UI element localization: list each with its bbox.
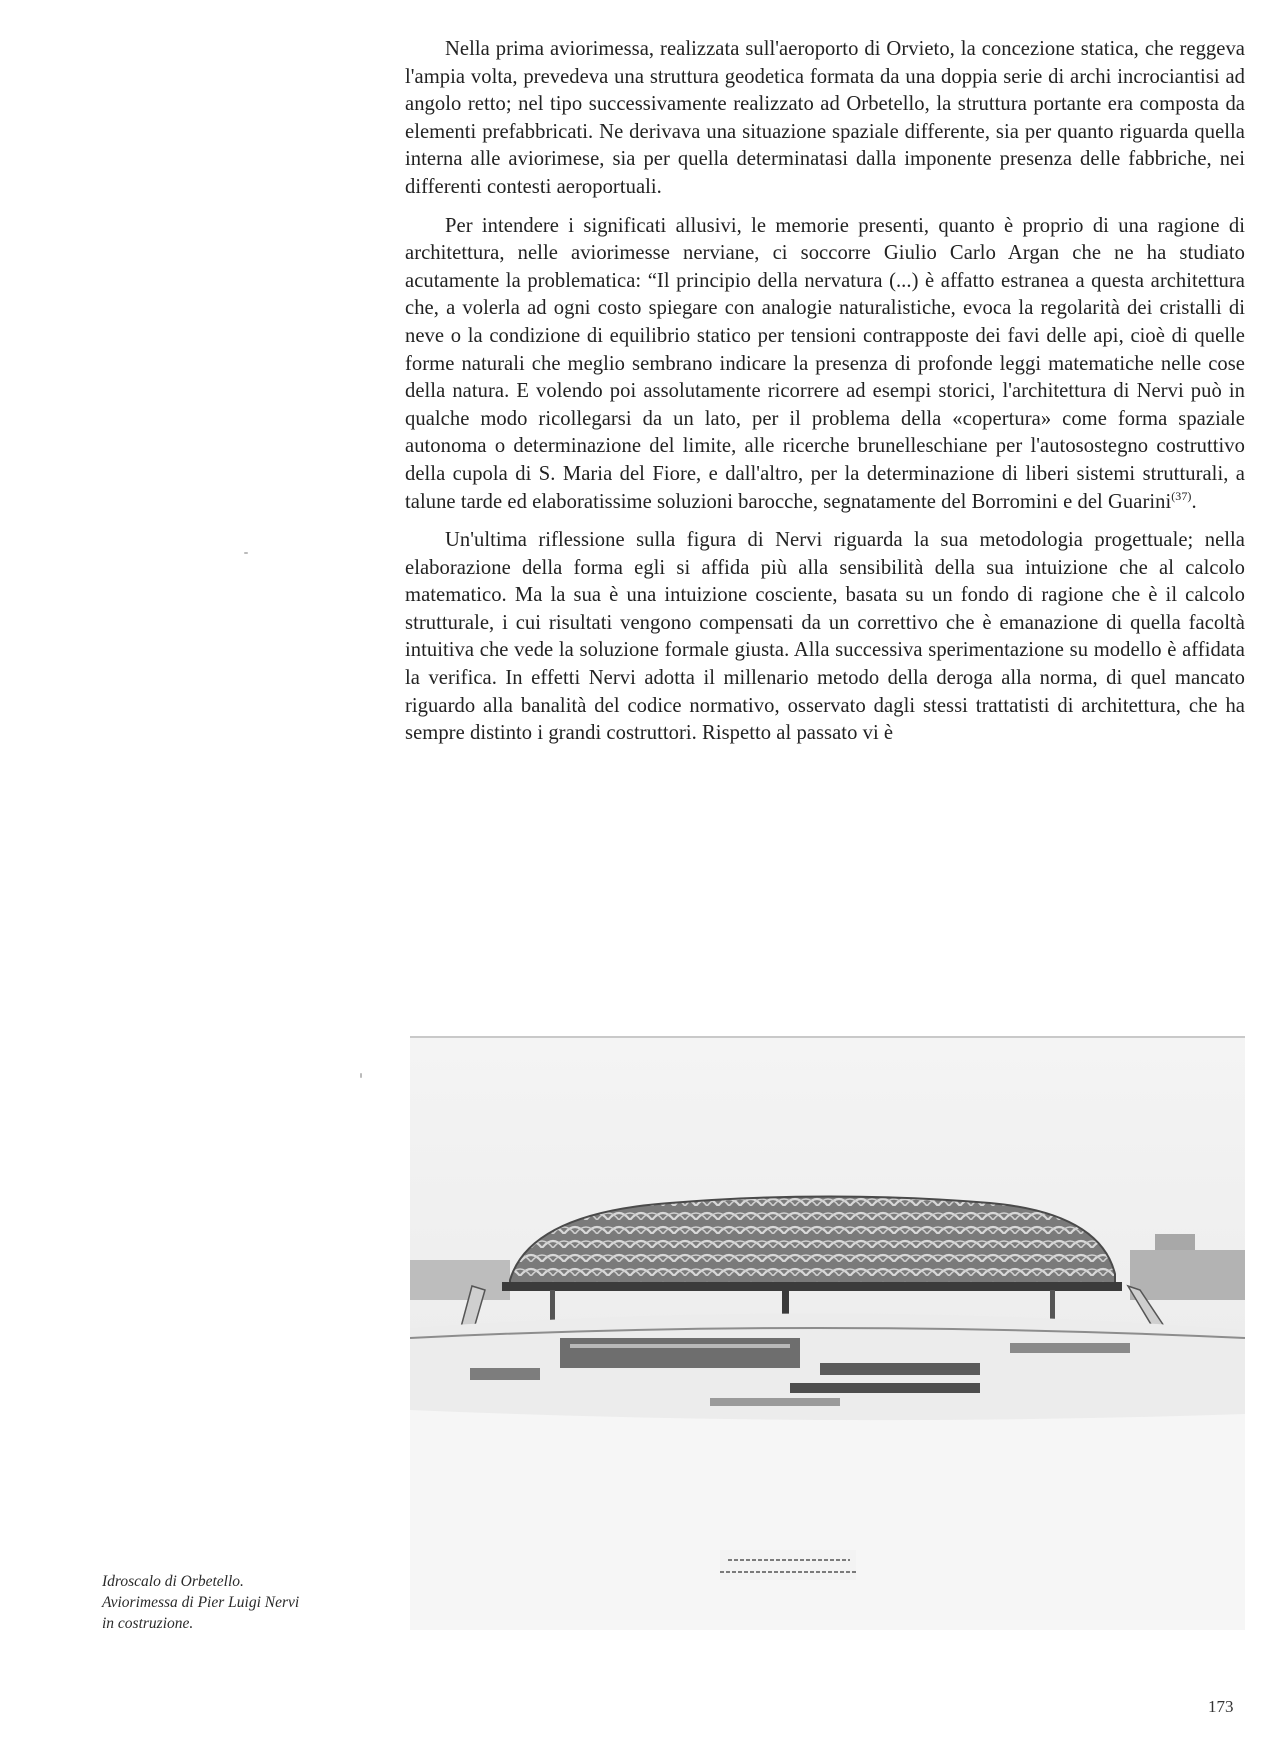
caption-line-2: Aviorimessa di Pier Luigi Nervi [102,1594,300,1611]
caption-line-3: in costruzione. [102,1615,194,1632]
page-number: 173 [1208,1697,1234,1716]
hangar-photo [410,1036,1245,1630]
body-text [405,36,1245,759]
scan-speck [244,552,248,554]
scan-speck [360,1073,362,1078]
caption-line-1: Idroscalo di Orbetello. [102,1573,244,1590]
paragraph-2-text: Per intendere i significati allusivi, le memorie presenti, quanto è proprio di una ragione di architettura, nelle aviorimesse nerviane, ci soccorre Giulio Carlo Argan che ne ha studiato acutamente la problematica: “Il principio della nervatura (...) è affatto estranea a questa architettura che, a volerla ad ogni costo spiegare con analogie naturalistiche, evoca la regolarità dei cristalli di neve o la condizione di equilibrio statico per tensioni contrapposte dei favi delle api, cioè di quelle forme naturali che meglio sembrano indicare la presenza di profonde leggi matematiche nelle cose della natura. E volendo poi assolutamente ricorrere ad esempi storici, l'architettura di Nervi può in qualche modo ricollegarsi da un lato, per il problema della «copertura» come forma spaziale autonoma o determinazione del limite, alle ricerche brunelleschiane per l'autosostegno costruttivo della cupola di S. Maria del Fiore, e dall'altro, per la determinazione di liberi sistemi strutturali, a talune tarde ed elaboratissime soluzioni barocche, segnatamente del Borromini e del Guarini [405,214,1245,513]
paragraph-2-end: . [1191,490,1197,513]
footnote-reference: (37) [1171,488,1192,503]
paragraph-3: Un'ultima riflessione sulla figura di Nervi riguarda la sua metodologia progettuale; nella elaborazione della forma egli si affida più alla sensibilità della sua intuizione che al calcolo matematico. Ma la sua è una intuizione cosciente, basata su un fondo di ragione che è il calcolo strutturale, i cui risultati vengono compensati da un correttivo che è emanazione di quella facoltà intuitiva che vede la soluzione formale giusta. Alla successiva sperimentazione su modello è affidata la verifica. In effetti Nervi adotta il millenario metodo della deroga alla norma, di quel mancato riguardo alla banalità del codice normativo, osservato dagli stessi trattatisti di architettura, che ha sempre distinto i grandi costruttori. Rispetto al passato vi è [405,529,1245,745]
paragraph-2 [405,213,1245,517]
paragraph-1: Nella prima aviorimessa, realizzata sull'aeroporto di Orvieto, la concezione statica, che reggeva l'ampia volta, prevedeva una struttura geodetica formata da una doppia serie di archi incrociantisi ad angolo retto; nel tipo successivamente realizzato ad Orbetello, la struttura portante era composta da elementi prefabbricati. Ne derivava una situazione spaziale differente, sia per quanto riguarda quella interna alle aviorimese, sia per quella determinatasi dalla imponente presenza delle fabbriche, nei differenti contesti aeroportuali. [405,38,1245,198]
figure-caption [102,1571,372,1634]
